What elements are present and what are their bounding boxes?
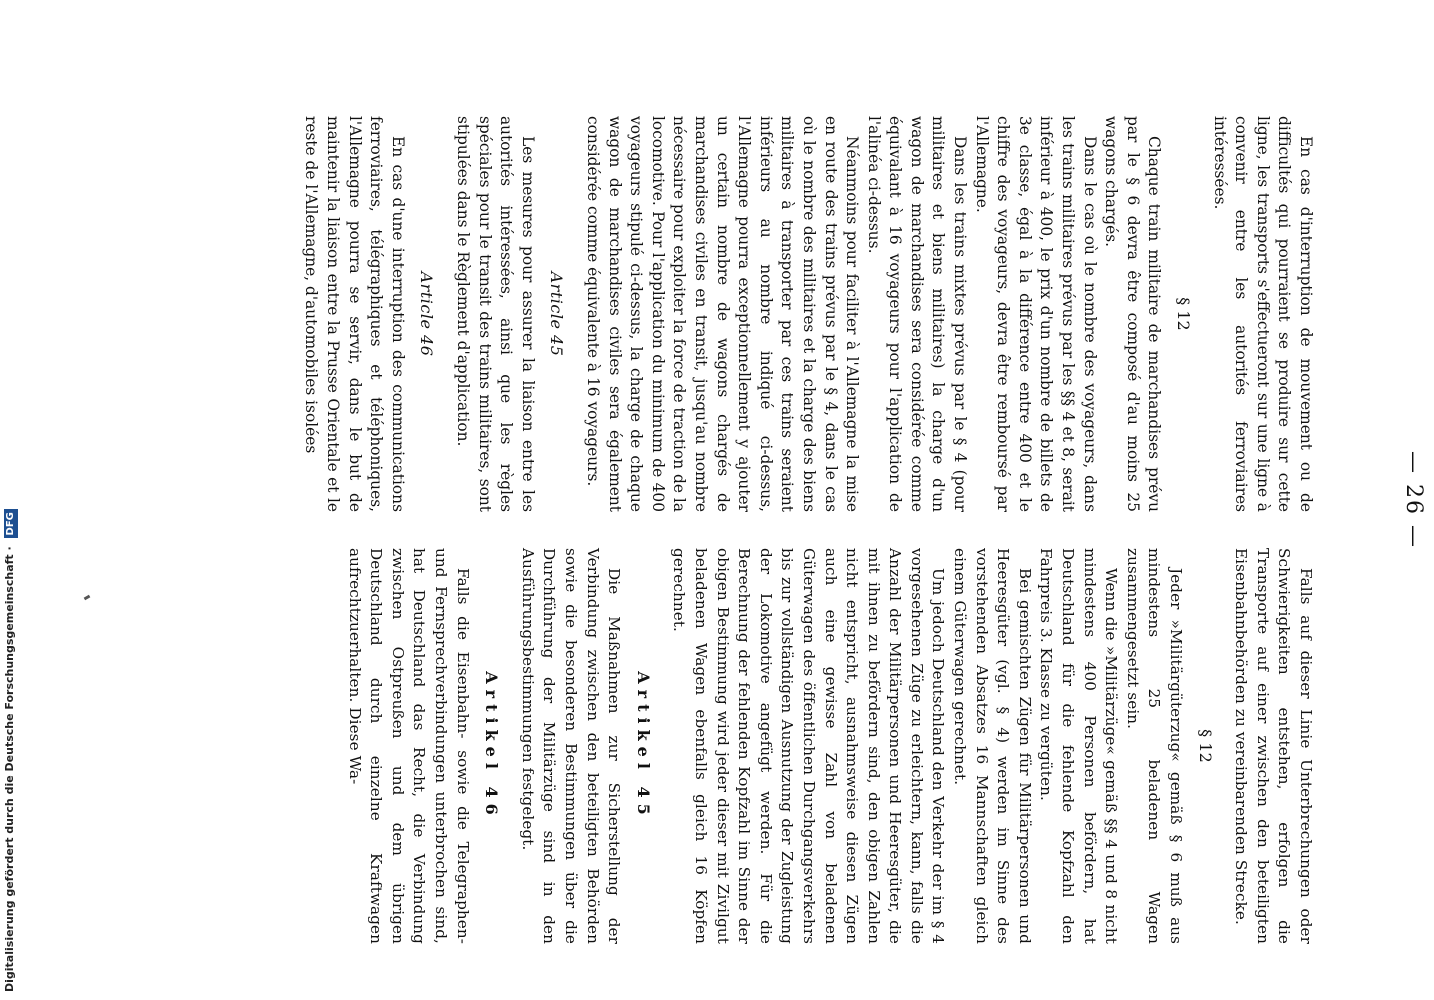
french-article-45-heading: Article 45 [547,271,567,357]
french-intro-paragraph: En cas d'interruption de mouvement ou de difficultés qui pourraient se produire sur cette ligne, les transports s'effectueront sur une ligne à convenir entre les autorités ferroviaires intéressées. [1210,116,1315,512]
german-article-45-paragraph: Die Maßnahmen zur Sicherstellung der Verbindung zwischen den beteiligten Behörden sowie die besonderen Bestimmungen über die Durchführung der Militärzüge sind in den Ausführungsbestimmungen festgelegt. [518,548,624,944]
dfg-logo: DFG [4,509,18,538]
german-section-12-paragraph-4: Um jedoch Deutschland den Verkehr der im § 4 vorgesehenen Züge zu erleichtern, kann, falls die Anzahl der Militärpersonen und Heeresgüter, die mit ihnen zu befördern sind, den obigen Zahlen nicht entspricht, ausnahmsweise diesen Zügen auch eine gewisse Zahl von beladenen Güterwagen des öffentlichen Durchgangsverkehrs bis zur vollständigen Ausnutzung der Zugleistung der Lokomotive angefügt werden. Für die Berechnung der fehlenden Kopfzahl im Sinne der obigen Bestimmung wird jeder dieser mit Zivilgut beladenen Wagen ebenfalls gleich 16 Köpfen gerechnet. [670,548,948,944]
german-article-45-heading: Artikel 45 [633,671,653,821]
french-section-12-paragraph-4: Néanmoins pour faciliter à l'Allemagne la mise en route des trains prévus par le § 4, dans le cas où le nombre des militaires et la charge des biens militaires à transporter par ces trains seraient inférieurs au nombre indiqué ci-dessus, l'Allemagne pourra exceptionnellement y ajouter un certain nombre de wagons chargés de marchandises civiles en transit, jusqu'au nombre nécessaire pour exploiter la force de traction de la locomotive. Pour l'application du minimum de 400 voyageurs stipulé ci-dessus, la charge de chaque wagon de marchandises civiles sera également considérée comme équivalente à 16 voyageurs. [584,116,862,512]
french-column [300,116,1316,512]
footer-text: Digitalisierung gefördert durch die Deutsche Forschungsgemeinschaft · [3,546,16,992]
german-column [343,548,1316,944]
german-intro-paragraph: Falls auf dieser Linie Unterbrechungen oder Schwierigkeiten entstehen, erfolgen die Transporte auf einer zwischen den beteiligten Eisenbahnbehörden zu vereinbarenden Strecke. [1232,548,1315,944]
german-article-46-heading: Artikel 46 [482,671,502,821]
german-section-12-heading: § 12 [1195,729,1215,763]
page-number: — 26 — [1401,451,1426,549]
french-section-12-paragraph-3: Dans les trains mixtes prévus par le § 4 (pour militaires et biens militaires) la charge d'un wagon de marchandises sera considérée comme équivalant à 16 voyageurs pour l'application de l'alinéa ci-dessus. [864,116,970,512]
footer-strip [0,0,20,1000]
german-section-12-paragraph-2: Wenn die »Militärzüge« gemäß §§ 4 und 8 nicht mindestens 400 Personen befördern, hat Deutschland für die fehlende Kopfzahl den Fahrpreis 3. Klasse zu vergüten. [1037,548,1121,944]
french-section-12-heading: § 12 [1174,297,1194,331]
french-section-12-paragraph-1: Chaque train militaire de marchandises prévu par le § 6 devra être composé d'au moins 25 wagons chargés. [1102,116,1164,512]
german-section-12-paragraph-3: Bei gemischten Zügen für Militärpersonen und Heeresgüter (vgl. § 4) werden im Sinne des vorstehenden Absatzes 16 Mannschaften gleich einem Güterwagen gerechnet. [951,548,1034,944]
french-article-46-paragraph: En cas d'une interruption des communications ferroviaires, télégraphiques et téléphoniques, l'Allemagne pourra se servir, dans le but de maintenir la liaison entre la Prusse Orientale et le reste de l'Allemagne, d'automobiles isolées [302,116,407,512]
french-article-46-heading: Article 46 [417,271,437,357]
french-section-12-paragraph-2: Dans le cas où le nombre des voyageurs, dans les trains militaires prévus par les §§ 4 et 8, serait inférieur à 400, le prix d'un nombre de billets de 3e classe, égal à la différence entre 400 et le chiffre des voyageurs, devra être remboursé par l'Allemagne. [972,116,1099,512]
french-article-45-paragraph: Les mesures pour assurer la liaison entre les autorités intéressées, ainsi que les règles spéciales pour le transit des trains militaires, sont stipulées dans le Règlement d'application. [454,116,537,512]
german-section-12-paragraph-1: Jeder »Militärgüterzug« gemäß § 6 muß aus mindestens 25 beladenen Wagen zusammengesetzt sein. [1123,548,1186,944]
german-article-46-paragraph: Falls die Eisenbahn- sowie die Telegraphen- und Fernsprechverbindungen unterbrochen sind, hat Deutschland das Recht, die Verbindung zwischen Ostpreußen und dem übrigen Deutschland durch einzelne Kraftwagen aufrechtzuerhalten. Diese Wa- [345,548,472,944]
